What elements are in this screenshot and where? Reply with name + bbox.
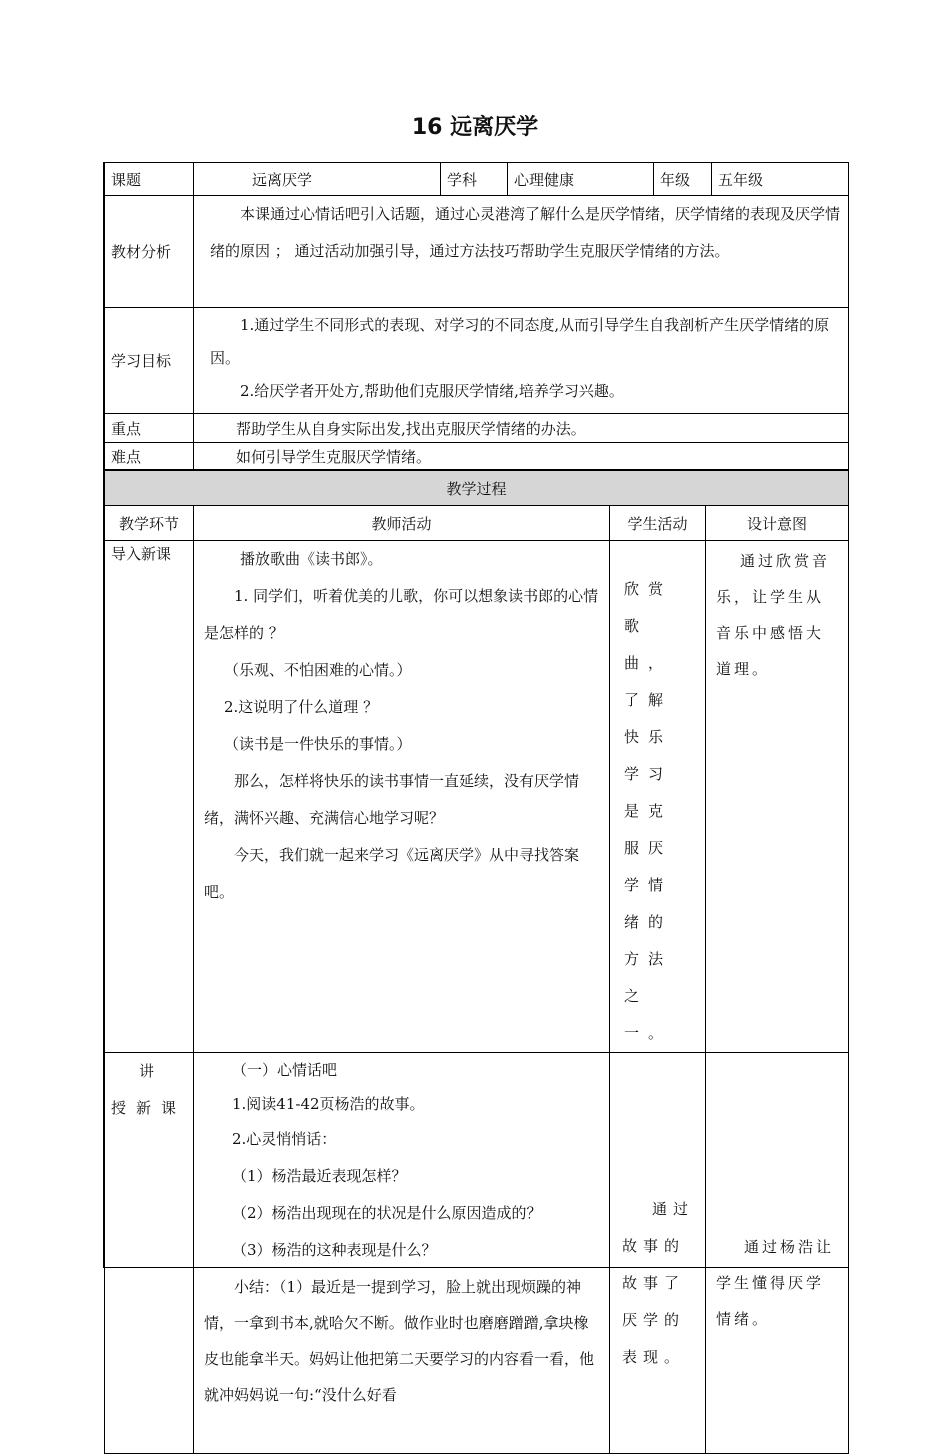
teacher-line: 2.心灵悄悄话： — [232, 1130, 337, 1148]
student-activity: 通过故事的故事了厌学的表现。 — [622, 1199, 695, 1366]
analysis-label: 教材分析 — [105, 196, 194, 308]
col-student: 学生活动 — [610, 506, 706, 541]
header-row — [105, 163, 849, 196]
grade-label: 年级 — [654, 163, 712, 196]
process-columns — [105, 506, 849, 541]
teacher-line: 小结：（1）最近是一提到学习，脸上就出现烦躁的神情，一拿到书本,就哈欠不断。做作业时也磨磨蹭蹭,拿块橡皮也能拿半天。妈妈让他把第二天要学习的内容看一看，他就冲妈妈说一句:“没什么好看 — [204, 1278, 595, 1404]
subject-label: 学科 — [441, 163, 508, 196]
teacher-line: （3）杨浩的这种表现是什么？ — [232, 1241, 437, 1259]
teacher-line: 那么，怎样将快乐的读书事情一直延续，没有厌学情绪，满怀兴趣、充满信心地学习呢？ — [204, 772, 580, 827]
subject-value: 心理健康 — [508, 163, 654, 196]
teacher-line: （2）杨浩出现现在的状况是什么原因造成的？ — [232, 1204, 542, 1222]
teacher-line: （乐观、不怕困难的心情。） — [224, 661, 412, 679]
lesson-plan-table — [104, 162, 849, 470]
topic-value: 远离厌学 — [194, 163, 441, 196]
col-design: 设计意图 — [706, 506, 849, 541]
stage-cell — [105, 541, 194, 1053]
analysis-text: 本课通过心情话吧引入话题，通过心灵港湾了解什么是厌学情绪，厌学情绪的表现及厌学情绪的原因 ； 通过活动加强引导，通过方法技巧帮助学生克服厌学情绪的方法。 — [210, 205, 841, 260]
teacher-line: 2.这说明了什么道理 ？ — [224, 698, 379, 716]
difficulty-row — [105, 443, 849, 470]
process-title-row — [105, 471, 849, 506]
student-activity: 欣赏歌曲，了解快乐学习是克服厌学情绪的方法之一。 — [624, 580, 673, 1042]
lesson-plan-frame — [103, 162, 849, 1404]
design-intent: 通过欣赏音乐，让学生从音乐中感悟大道理。 — [716, 552, 831, 678]
goals-row — [105, 308, 849, 414]
col-teacher: 教师活动 — [194, 506, 610, 541]
stage-cell — [105, 1053, 194, 1454]
key-point-text: 帮助学生从自身实际出发,找出克服厌学情绪的办法。 — [194, 414, 849, 443]
page-title: 16 远离厌学 — [411, 115, 539, 140]
process-row-lesson — [105, 1053, 849, 1454]
key-point-row — [105, 414, 849, 443]
difficulty-label: 难点 — [105, 443, 194, 470]
teacher-line: （1）杨浩最近表现怎样？ — [232, 1167, 407, 1185]
goal-item: 1.通过学生不同形式的表现、对学习的不同态度,从而引导学生自我剖析产生厌学情绪的原因。 — [210, 316, 830, 367]
teacher-line: （一）心情话吧 — [232, 1061, 338, 1079]
process-row-intro — [105, 541, 849, 1053]
goals-label: 学习目标 — [105, 308, 194, 414]
topic-label: 课题 — [105, 163, 194, 196]
page-bottom-rule — [104, 1267, 848, 1268]
teacher-line: 播放歌曲《读书郎》。 — [240, 550, 383, 568]
teacher-line: 今天，我们就一起来学习《远离厌学》从中寻找答案吧。 — [204, 846, 580, 901]
stage-label: 导入新课 — [111, 545, 172, 563]
teacher-line: 1. 同学们，听着优美的儿歌，你可以想象读书郎的心情是怎样的 ？ — [204, 587, 599, 642]
teacher-line: （读书是一件快乐的事情。） — [224, 735, 412, 753]
key-point-label: 重点 — [105, 414, 194, 443]
difficulty-text: 如何引导学生克服厌学情绪。 — [194, 443, 849, 470]
stage-label: 讲授新课 — [111, 1062, 187, 1117]
teacher-line: 1.阅读41-42页杨浩的故事。 — [232, 1095, 425, 1113]
design-intent: 通过杨浩让学生懂得厌学情绪。 — [716, 1238, 835, 1328]
grade-value: 五年级 — [712, 163, 849, 196]
goal-item: 2.给厌学者开处方,帮助他们克服厌学情绪,培养学习兴趣。 — [240, 382, 624, 400]
col-stage: 教学环节 — [105, 506, 194, 541]
process-table — [104, 470, 849, 1454]
process-title: 教学过程 — [105, 471, 849, 506]
analysis-row — [105, 196, 849, 308]
